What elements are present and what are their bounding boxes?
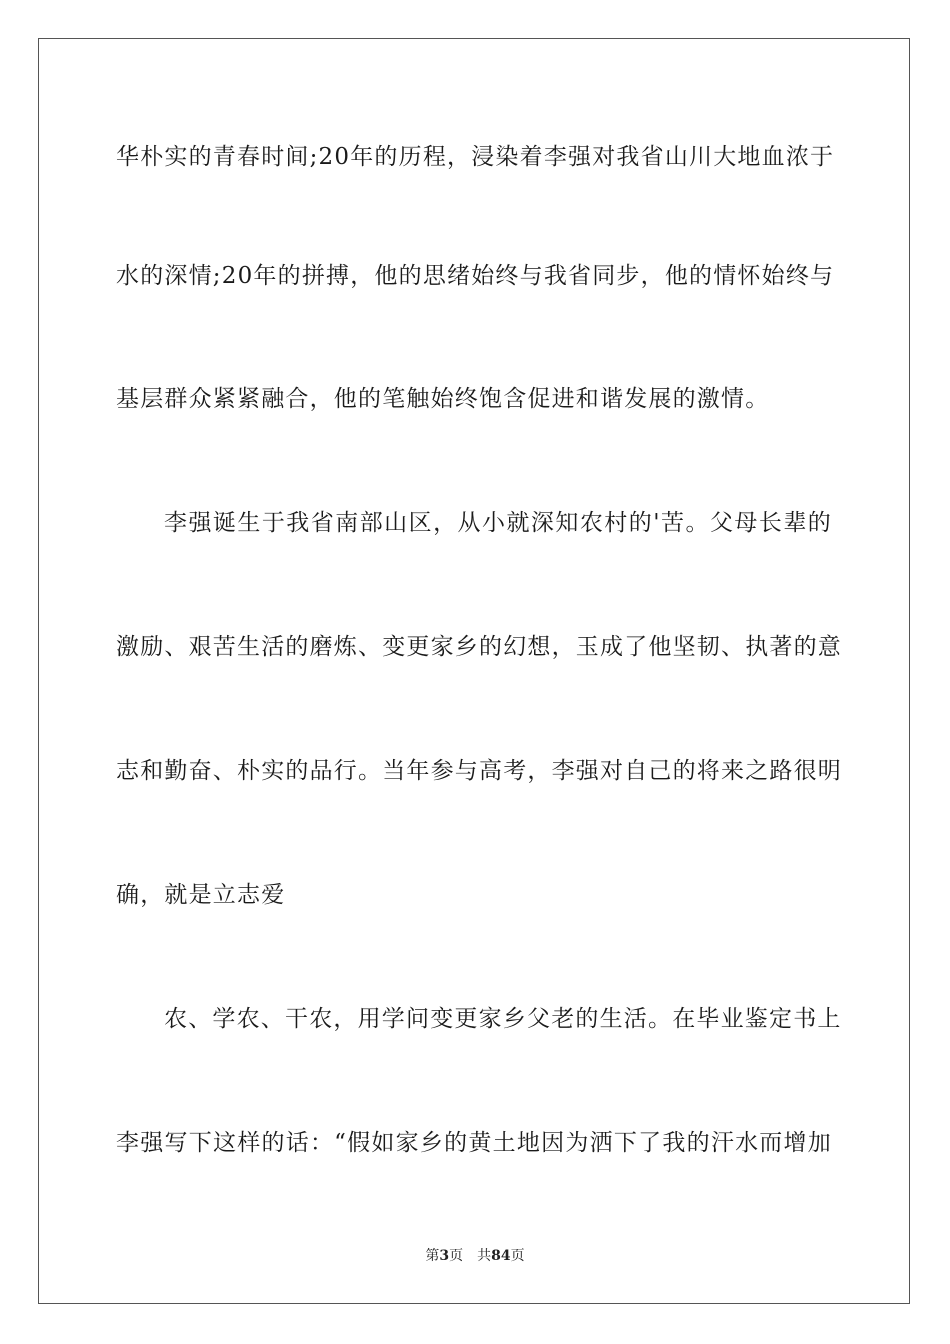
page-label-suffix: 页 bbox=[449, 1248, 464, 1264]
page-footer bbox=[0, 1246, 950, 1266]
total-pages: 84 bbox=[491, 1248, 511, 1264]
body-text-line: 激励、艰苦生活的磨炼、变更家乡的幻想，玉成了他坚韧、执著的意 bbox=[116, 634, 842, 660]
body-text-line: 李强写下这样的话：“假如家乡的黄土地因为洒下了我的汗水而增加 bbox=[116, 1130, 832, 1156]
page-number: 3 bbox=[439, 1248, 450, 1264]
body-text-line: 基层群众紧紧融合，他的笔触始终饱含促进和谐发展的激情。 bbox=[116, 386, 770, 412]
body-text-line: 水的深情;20年的拼搏，他的思绪始终与我省同步，他的情怀始终与 bbox=[116, 263, 835, 289]
body-text-line: 华朴实的青春时间;20年的历程，浸染着李强对我省山川大地血浓于 bbox=[116, 144, 835, 170]
page-border bbox=[38, 38, 910, 1304]
paragraph-first-line: 农、学农、干农，用学问变更家乡父老的生活。在毕业鉴定书上 bbox=[164, 1006, 842, 1032]
paragraph-first-line: 李强诞生于我省南部山区，从小就深知农村的'苦。父母长辈的 bbox=[164, 510, 832, 536]
body-text-line: 志和勤奋、朴实的品行。当年参与高考，李强对自己的将来之路很明 bbox=[116, 758, 842, 784]
page-label-prefix: 第 bbox=[425, 1248, 440, 1264]
total-label-suffix: 页 bbox=[510, 1248, 525, 1264]
body-text-line: 确，就是立志爱 bbox=[116, 882, 286, 908]
total-label-prefix: 共 bbox=[477, 1248, 492, 1264]
